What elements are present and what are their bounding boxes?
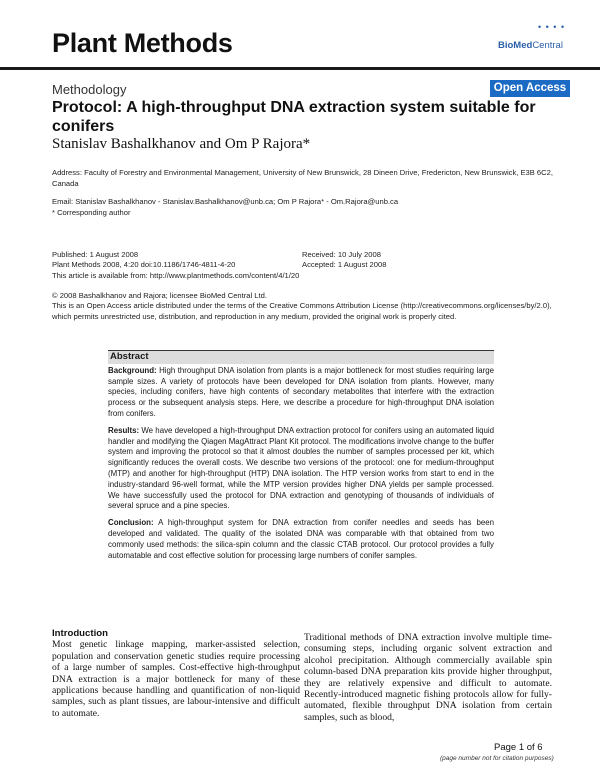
intro-left-text: Most genetic linkage mapping, marker-assisted selection, population and conservation genetic studies require processing of a large number of samples. Cost-effective high-throughput DNA extraction is a major bottleneck for many of these applications because handling and quantification of non-liquid samples, such as plant tissues, are labour-intensive and difficult to automate.	[52, 639, 300, 719]
abstract-results	[108, 426, 494, 512]
background-label: Background:	[108, 365, 157, 375]
header-rule	[0, 67, 600, 70]
license-text: This is an Open Access article distributed under the terms of the Creative Commons Attribution License (http://creativecommons.org/licenses/by/2.0), which permits unrestricted use, distribution, and reproduction in any medium, provided the original work is properly cited.	[52, 301, 552, 321]
article-category: Methodology	[52, 82, 127, 97]
abstract-heading: Abstract	[108, 350, 494, 364]
article-authors: Stanislav Bashalkhanov and Om P Rajora*	[52, 136, 311, 152]
publisher-bio: BioMed	[498, 40, 533, 51]
author-address: Address: Faculty of Forestry and Environmental Management, University of New Brunswick, 28 Dineen Drive, Fredericton, New Brunswick, E3B 6C2, Canada	[52, 168, 553, 188]
publisher-logo-text	[498, 40, 563, 51]
published-date: Published: 1 August 2008	[52, 250, 139, 259]
page-number: Page 1 of 6	[494, 742, 543, 753]
publisher-logo-dots: • • • •	[538, 22, 566, 32]
intro-left-column	[52, 628, 300, 719]
conclusion-label: Conclusion:	[108, 518, 154, 528]
corresponding-author-note: * Corresponding author	[52, 208, 131, 217]
open-access-badge: Open Access	[490, 80, 570, 97]
publisher-logo	[498, 22, 566, 52]
results-label: Results:	[108, 425, 140, 435]
intro-heading: Introduction	[52, 628, 108, 639]
intro-right-column	[304, 632, 552, 723]
accepted-date: Accepted: 1 August 2008	[302, 260, 387, 269]
received-date: Received: 10 July 2008	[302, 250, 381, 259]
journal-title: Plant Methods	[52, 28, 233, 58]
copyright-line: © 2008 Bashalkhanov and Rajora; licensee BioMed Central Ltd.	[52, 291, 267, 300]
abstract-background	[108, 366, 494, 420]
page-note: (page number not for citation purposes)	[440, 755, 554, 762]
abstract-conclusion	[108, 518, 494, 561]
abstract-box	[108, 350, 494, 567]
background-text: High throughput DNA isolation from plants is a major bottleneck for most studies requiring large sample sizes. A variety of protocols have been developed for DNA isolation from plants. However, many species, including conifers, have high contents of secondary metabolites that interfere with the extraction process or the subsequent analysis steps. Here, we describe a procedure for high-throughput DNA isolation from conifers.	[108, 365, 494, 418]
results-text: We have developed a high-throughput DNA extraction protocol for conifers using an automated liquid handler and modifying the Qiagen MagAttract Plant Kit protocol. The modifications involve change to the buffer system and improving the protocol so that it almost doubles the number of samples processed per kit, which significantly reduces the overall costs. We describe two versions of the protocol: one for medium-throughput (MTP) and another for high-throughput (HTP) DNA isolation. The HTP version works from start to end in the industry-standard 96-well format, while the MTP version provides higher DNA yields per sample processed. We have successfully used the protocol for DNA extraction and genotyping of thousands of individuals of several spruce and a pine species.	[108, 425, 494, 511]
conclusion-text: A high-throughput system for DNA extraction from conifer needles and seeds has been developed and validated. The quality of the isolated DNA was comparable with that obtained from two commonly used methods: the silica-spin column and the classic CTAB protocol. Our protocol provides a fully automatable and cost effective solution for processing large numbers of conifer samples.	[108, 518, 494, 560]
citation-doi: Plant Methods 2008, 4:20 doi:10.1186/1746-4811-4-20	[52, 260, 236, 269]
availability-link[interactable]: This article is available from: http://www.plantmethods.com/content/4/1/20	[52, 271, 300, 280]
intro-right-text: Traditional methods of DNA extraction involve multiple time-consuming steps, including organic solvent extraction and alcohol precipitation. Although commercially available spin column-based DNA preparation kits provide higher throughput, they are relatively expensive and difficult to automate. Recently-introduced magnetic fishing protocols allow for fully-automated, flexible throughput DNA isolation from certain samples, such as blood,	[304, 632, 552, 723]
article-title: Protocol: A high-throughput DNA extraction system suitable for conifers	[52, 99, 536, 135]
publisher-central: Central	[532, 40, 563, 51]
author-email: Email: Stanislav Bashalkhanov - Stanislav.Bashalkhanov@unb.ca; Om P Rajora* - Om.Rajora@unb.ca	[52, 197, 399, 206]
